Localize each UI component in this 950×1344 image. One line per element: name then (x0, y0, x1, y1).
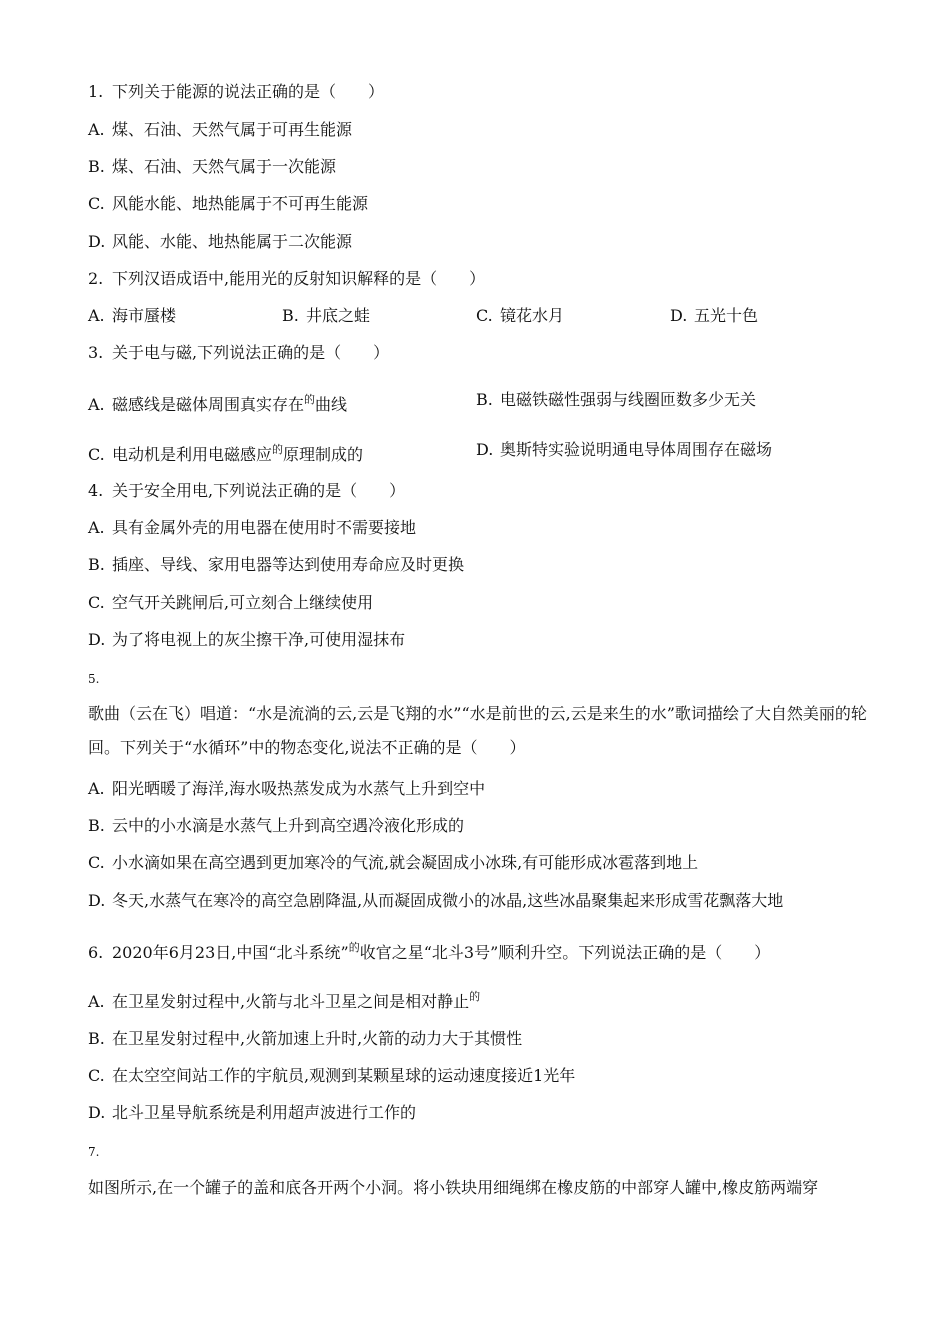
question-5-stem: 歌曲（云在飞）唱道：“水是流淌的云,云是飞翔的水”“水是前世的云,云是来生的水”歌词描绘了大自然美丽的轮回。下列关于“水循环”中的物态变化,说法不正确的是（ ） (88, 704, 867, 757)
question-4-option-d: D. 为了将电视上的灰尘擦干净,可使用湿抹布 (88, 630, 406, 649)
question-4-option-b: B. 插座、导线、家用电器等达到使用寿命应及时更换 (88, 555, 465, 574)
question-2-option-a: A. 海市蜃楼 (88, 306, 177, 325)
question-2-option-d: D. 五光十色 (670, 306, 759, 325)
question-6-option-b: B. 在卫星发射过程中,火箭加速上升时,火箭的动力大于其惯性 (88, 1029, 523, 1048)
question-3-option-d: D. 奥斯特实验说明通电导体周围存在磁场 (476, 440, 773, 459)
question-5-option-c: C. 小水滴如果在高空遇到更加寒冷的气流,就会凝固成小冰珠,有可能形成冰雹落到地上 (88, 853, 699, 872)
question-2-stem: 2. 下列汉语成语中,能用光的反射知识解释的是（ ） (88, 269, 486, 288)
question-4-stem: 4. 关于安全用电,下列说法正确的是（ ） (88, 481, 406, 500)
question-6-option-d: D. 北斗卫星导航系统是利用超声波进行工作的 (88, 1103, 417, 1122)
question-5-option-d: D. 冬天,水蒸气在寒冷的高空急剧降温,从而凝固成微小的冰晶,这些冰晶聚集起来形成雪花飘落大地 (88, 891, 784, 910)
question-3-option-b: B. 电磁铁磁性强弱与线圈匝数多少无关 (476, 390, 757, 409)
question-5-option-b: B. 云中的小水滴是水蒸气上升到高空遇冷液化形成的 (88, 816, 465, 835)
question-7-stem: 如图所示,在一个罐子的盖和底各开两个小洞。将小铁块用细绳绑在橡皮筋的中部穿人罐中,橡皮筋两端穿 (88, 1178, 819, 1197)
question-7-number: 7. (88, 1145, 100, 1159)
question-2-option-b: B. 井底之蛙 (282, 306, 371, 325)
question-1-option-c: C. 风能水能、地热能属于不可再生能源 (88, 194, 369, 213)
question-4-option-c: C. 空气开关跳闸后,可立刻合上继续使用 (88, 593, 374, 612)
question-3-stem: 3. 关于电与磁,下列说法正确的是（ ） (88, 343, 390, 362)
question-6-option-a: A. 在卫星发射过程中,火箭与北斗卫星之间是相对静止$^的$ (88, 990, 481, 1011)
question-6-stem: 6. 2020年6月23日,中国“北斗系统”$^的$收官之星“北斗3号”顺利升空。下列说法正确的是（ ） (88, 941, 771, 962)
question-1-stem: 1. 下列关于能源的说法正确的是（ ） (88, 82, 385, 101)
question-2-option-c: C. 镜花水月 (476, 306, 565, 325)
question-3-option-a: A. 磁感线是磁体周围真实存在$^的$曲线 (88, 393, 348, 414)
question-6-option-c: C. 在太空空间站工作的宇航员,观测到某颗星球的运动速度接近1光年 (88, 1066, 576, 1085)
question-5-option-a: A. 阳光晒暖了海洋,海水吸热蒸发成为水蒸气上升到空中 (88, 779, 486, 798)
question-1-option-b: B. 煤、石油、天然气属于一次能源 (88, 157, 337, 176)
question-1-option-d: D. 风能、水能、地热能属于二次能源 (88, 232, 353, 251)
question-4-option-a: A. 具有金属外壳的用电器在使用时不需要接地 (88, 518, 417, 537)
question-1-option-a: A. 煤、石油、天然气属于可再生能源 (88, 120, 353, 139)
question-5-number: 5. (88, 672, 100, 686)
question-3-option-c: C. 电动机是利用电磁感应$^的$原理制成的 (88, 443, 364, 464)
